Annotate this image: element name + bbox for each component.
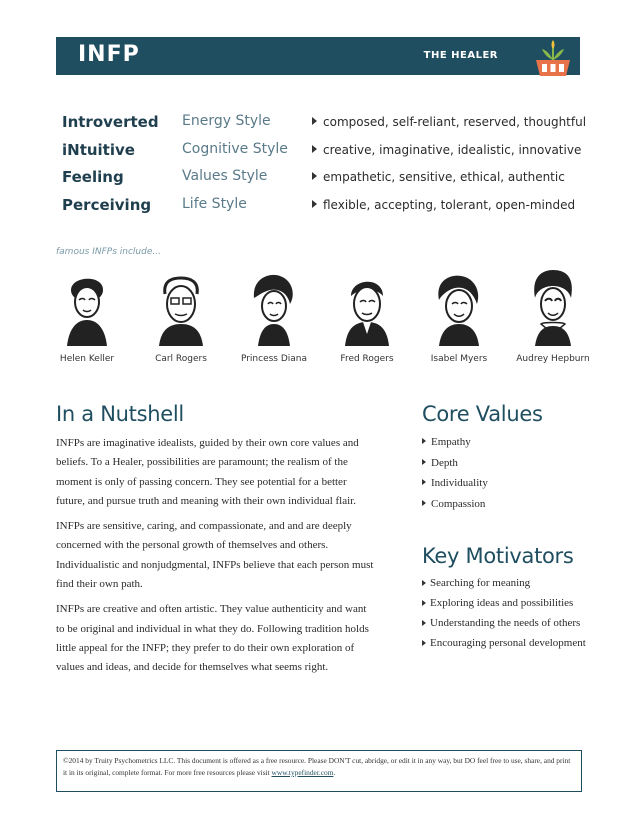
traits-text: creative, imaginative, idealistic, innovative	[323, 142, 582, 157]
triangle-bullet-icon	[422, 438, 426, 444]
portrait-carl-rogers	[136, 262, 226, 372]
list-item	[422, 596, 592, 611]
portrait-image	[244, 268, 304, 348]
nutshell-paragraph: INFPs are imaginative idealists, guided by their own core values and beliefs. To a Healer, possibilities are paramount; the realism of the moment is only of passing concern. They see potential for a better future, and pursue truth and meaning with their own individual flair.	[56, 437, 359, 507]
portrait-name: Carl Rogers	[155, 354, 207, 364]
dimension-letter: Perceiving	[62, 195, 152, 214]
triangle-bullet-icon	[422, 479, 426, 485]
nutshell-paragraph: INFPs are sensitive, caring, and compassionate, and and are deeply concerned with the personal growth of themselves and others. Individualistic and nonjudgmental, INFPs believe that each person must find their own path.	[56, 520, 374, 591]
triangle-bullet-icon	[312, 200, 317, 208]
portrait-image	[151, 268, 211, 348]
dimension-style: Values Style	[182, 168, 268, 184]
dimension-letter: Feeling	[62, 168, 124, 186]
type-nickname: THE HEALER	[423, 50, 498, 61]
portrait-name: Princess Diana	[240, 354, 308, 364]
dimension-traits	[312, 115, 586, 129]
portrait-name: Fred Rogers	[340, 354, 394, 364]
triangle-bullet-icon	[422, 620, 426, 626]
dimension-style: Energy Style	[182, 113, 271, 129]
list-item	[422, 457, 592, 478]
core-value: Compassion	[431, 497, 486, 510]
traits-text: flexible, accepting, tolerant, open-minded	[323, 197, 576, 212]
dimension-row	[62, 141, 582, 169]
triangle-bullet-icon	[422, 640, 426, 646]
portrait-fred-rogers	[322, 262, 412, 372]
dimension-row	[62, 196, 582, 224]
triangle-bullet-icon	[422, 580, 426, 586]
triangle-bullet-icon	[422, 500, 426, 506]
core-values-list	[422, 436, 592, 518]
header-banner	[56, 37, 580, 75]
nutshell-body	[56, 434, 376, 684]
triangle-bullet-icon	[422, 459, 426, 465]
portrait-image	[523, 268, 583, 348]
portrait-name: Audrey Hepburn	[516, 354, 590, 364]
healer-logo-icon	[528, 38, 578, 78]
footer-text: ©2014 by Truity Psychometrics LLC. This document is offered as a free resource. Please DON'T cut, abridge, or edit it in any way, but DO feel free to use, share, and print it in its original, complete format. For more free resources please visit	[63, 756, 571, 777]
list-item	[422, 498, 592, 519]
portrait-princess-diana	[229, 262, 319, 372]
triangle-bullet-icon	[312, 117, 317, 125]
portrait-image	[429, 268, 489, 348]
famous-label: famous INFPs include...	[56, 247, 161, 257]
triangle-bullet-icon	[312, 145, 317, 153]
dimension-traits	[312, 143, 581, 157]
portrait-image	[337, 268, 397, 348]
dimension-letter: Introverted	[62, 113, 159, 131]
core-values-title: Core Values	[422, 402, 543, 426]
portrait-image	[57, 268, 117, 348]
list-item	[422, 636, 592, 651]
nutshell-title: In a Nutshell	[56, 402, 184, 426]
core-value: Individuality	[431, 477, 488, 489]
motivator: Exploring ideas and possibilities	[430, 597, 574, 609]
motivator: Encouraging personal development	[430, 637, 586, 649]
copyright-footer	[56, 750, 582, 792]
list-item	[422, 616, 592, 631]
motivator: Understanding the needs of others	[430, 617, 581, 629]
motivator: Searching for meaning	[430, 577, 531, 589]
dimension-row	[62, 113, 587, 141]
triangle-bullet-icon	[312, 172, 317, 180]
traits-text: empathetic, sensitive, ethical, authentic	[323, 170, 565, 184]
typefinder-link[interactable]: www.typefinder.com	[271, 768, 334, 777]
dimension-style: Cognitive Style	[182, 140, 288, 157]
core-value: Depth	[431, 456, 458, 469]
dimension-traits	[312, 170, 565, 184]
nutshell-paragraph: INFPs are creative and often artistic. They value authenticity and want to be original and individual in what they do. Following tradition holds little appeal for the INFP; they prefer to do their own exploration of values and ideas, and decide for themselves what seems right.	[56, 603, 369, 674]
list-item	[422, 576, 592, 591]
list-item	[422, 477, 592, 498]
portrait-audrey-hepburn	[508, 262, 598, 372]
type-dimensions	[62, 113, 587, 223]
portrait-isabel-myers	[414, 262, 504, 372]
dimension-letter: iNtuitive	[62, 140, 135, 159]
famous-portraits	[0, 262, 638, 372]
dimension-row	[62, 168, 582, 196]
portrait-name: Isabel Myers	[430, 354, 488, 364]
dimension-traits	[312, 198, 575, 212]
type-code: INFP	[78, 42, 140, 67]
dimension-style: Life Style	[182, 195, 247, 212]
key-motivators-title: Key Motivators	[422, 544, 574, 568]
triangle-bullet-icon	[422, 600, 426, 606]
key-motivators-list	[422, 576, 592, 656]
footer-end: .	[333, 768, 336, 777]
portrait-helen-keller	[42, 262, 132, 372]
list-item	[422, 436, 592, 457]
traits-text: composed, self-reliant, reserved, thoughtful	[323, 115, 587, 129]
core-value: Empathy	[431, 436, 471, 448]
portrait-name: Helen Keller	[59, 354, 115, 364]
